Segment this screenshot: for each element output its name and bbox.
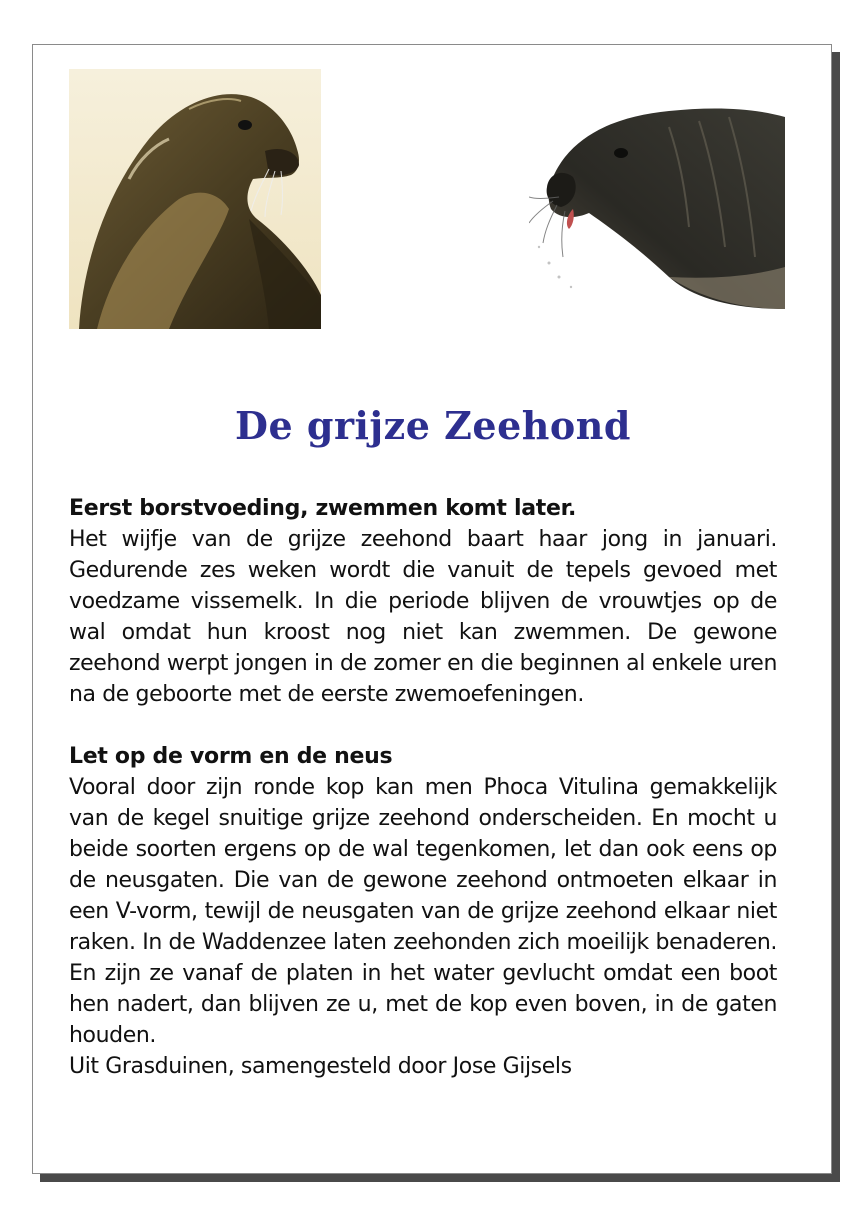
seal-illustration-right [529,87,785,313]
source-credit: Uit Grasduinen, samengesteld door Jose Gijsels [69,1054,572,1079]
page-title: De grijze Zeehond [235,403,631,448]
section-heading-shape-and-nose: Let op de vorm en de neus [69,744,393,769]
paragraph-spacer [69,710,777,741]
section-heading-breastfeeding: Eerst borstvoeding, zwemmen komt later. [69,496,577,521]
section-text-shape-and-nose: Vooral door zijn ronde kop kan men Phoca Vitulina gemakkelijk van de kegel snuitige grijze zeehond onderscheiden. En mocht u beide soorten ergens op de wal tegenkomen, let dan ook eens op de neusgaten. Die van de gewone zeehond ontmoeten elkaar in een V-vorm, tewijl de neusgaten van de grijze zeehond elkaar niet raken. In de Waddenzee laten zeehonden zich moeilijk benaderen. En zijn ze vanaf de platen in het water gevlucht omdat een boot hen nadert, dan blijven ze u, met de kop even boven, in de gaten houden. [69,775,777,1048]
article-body [69,493,777,1082]
section-text-breastfeeding: Het wijfje van de grijze zeehond baart haar jong in januari. Gedurende zes weken wordt die vanuit de tepels gevoed met voedzame vissemelk. In die periode blijven de vrouwtjes op de wal omdat hun kroost nog niet kan zwemmen. De gewone zeehond werpt jongen in de zomer en die beginnen al enkele uren na de geboorte met de eerste zwemoefeningen. [69,527,777,707]
document-page [32,44,832,1174]
seal-illustration-left [69,69,321,329]
